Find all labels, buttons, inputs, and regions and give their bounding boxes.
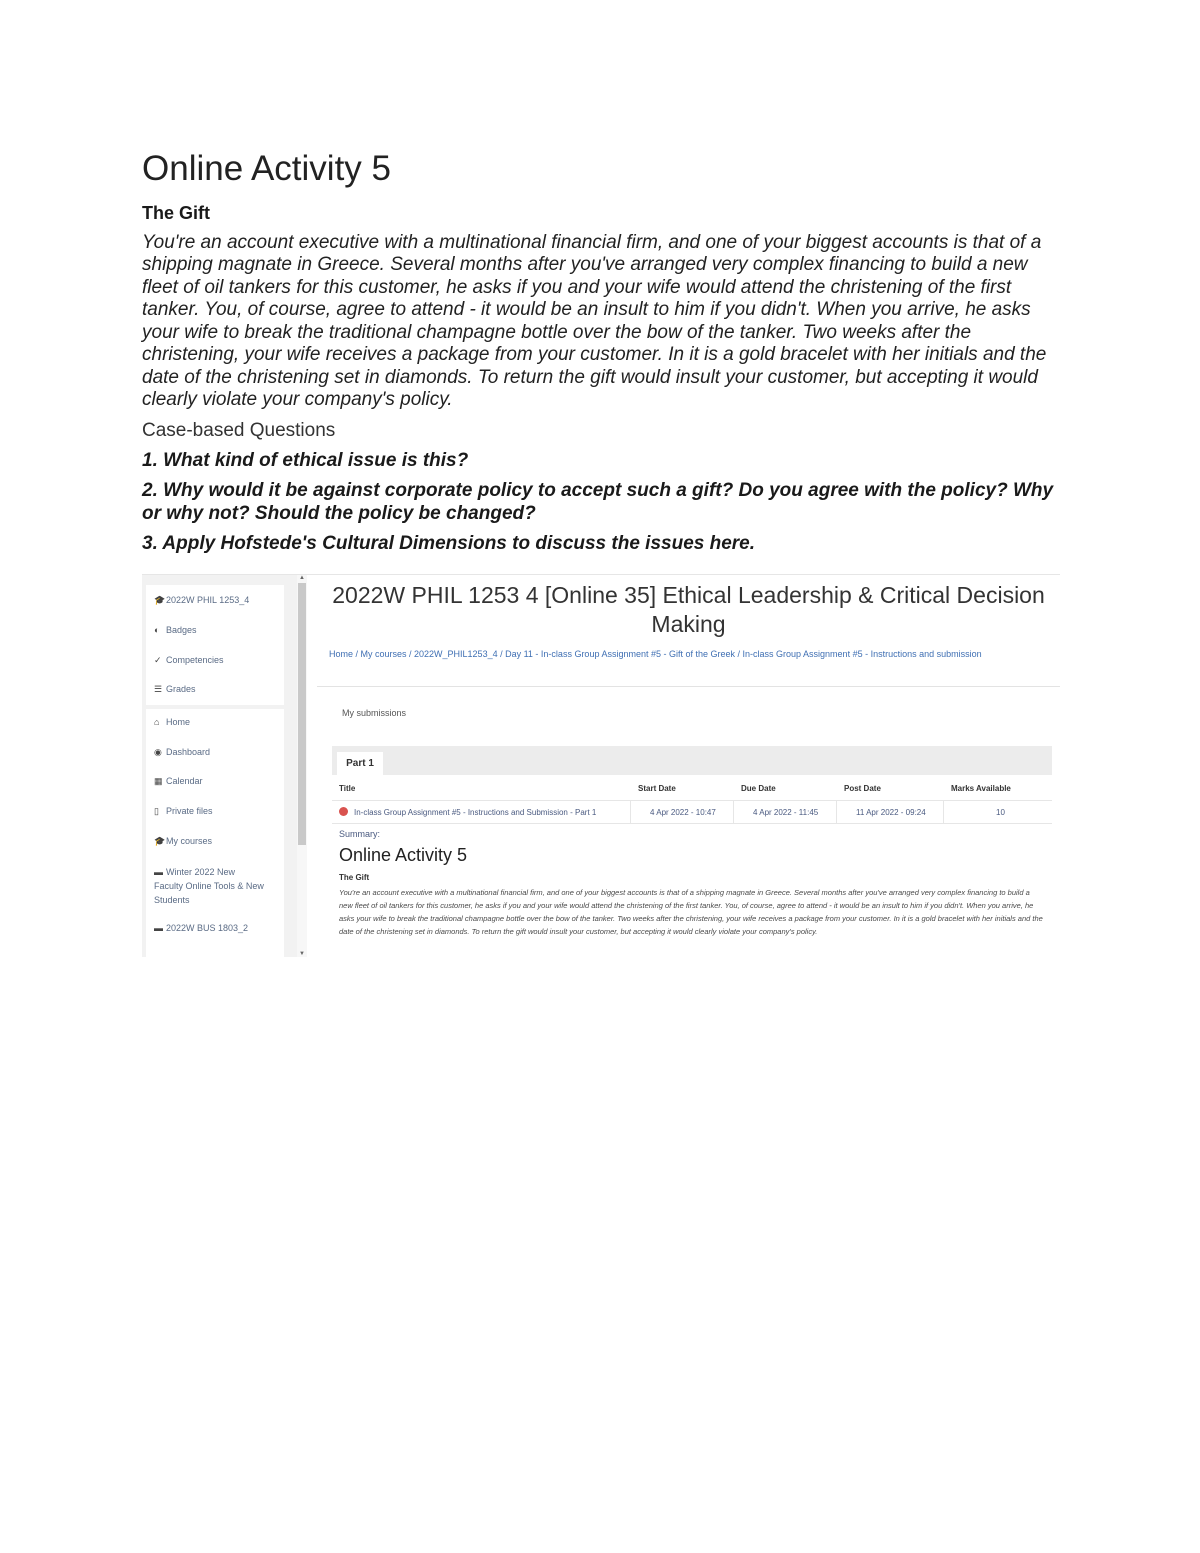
sidebar-item-bus-1803[interactable] xyxy=(154,923,248,933)
question-2: 2. Why would it be against corporate policy to accept such a gift? Do you agree with the policy? Why or why not? Should the policy be changed? xyxy=(142,480,1054,524)
calendar-icon: ▦ xyxy=(154,776,163,786)
sidebar-item-dashboard[interactable] xyxy=(154,747,210,758)
sidebar-item-label: My courses xyxy=(166,836,213,846)
competencies-icon: ✓ xyxy=(154,655,162,665)
section-heading: Case-based Questions xyxy=(142,419,336,441)
cell-divider xyxy=(836,801,837,823)
summary-label: Summary: xyxy=(339,829,381,839)
cell-start-date: 4 Apr 2022 - 10:47 xyxy=(650,808,716,817)
column-header-due-date: Due Date xyxy=(741,784,776,793)
sidebar-item-competencies[interactable] xyxy=(154,655,224,666)
sidebar-item-label: Private files xyxy=(166,806,213,816)
cell-due-date: 4 Apr 2022 - 11:45 xyxy=(753,808,819,817)
sidebar-item-label: Winter 2022 New Faculty Online Tools & New Students xyxy=(154,867,264,905)
course-icon: ▬ xyxy=(154,923,163,933)
my-submissions-link[interactable]: My submissions xyxy=(342,708,407,718)
sidebar-item-private-files[interactable] xyxy=(154,806,213,817)
inner-subtitle: The Gift xyxy=(339,873,370,882)
sidebar-item-label: 2022W BUS 1803_2 xyxy=(166,923,249,933)
question-1: 1. What kind of ethical issue is this? xyxy=(142,449,469,471)
tab-part-1[interactable]: Part 1 xyxy=(337,752,383,775)
sidebar-item-label: 2022W PHIL 1253_4 xyxy=(166,595,250,605)
stop-icon xyxy=(339,807,348,816)
question-3: 3. Apply Hofstede's Cultural Dimensions to discuss the issues here. xyxy=(142,533,756,554)
embedded-screenshot xyxy=(142,574,1060,957)
column-header-marks-available: Marks Available xyxy=(951,784,1011,793)
dashboard-icon: ◉ xyxy=(154,747,162,757)
cell-divider xyxy=(630,801,631,823)
cell-post-date: 11 Apr 2022 - 09:24 xyxy=(856,808,926,817)
tab-bar xyxy=(332,746,1052,775)
course-title: 2022W PHIL 1253 4 [Online 35] Ethical Leadership & Critical Decision Making xyxy=(332,582,1045,637)
sidebar-item-badges[interactable] xyxy=(154,625,197,635)
sidebar xyxy=(142,575,307,957)
cell-title[interactable]: In-class Group Assignment #5 - Instructions and Submission - Part 1 xyxy=(354,808,597,817)
column-header-title: Title xyxy=(339,784,356,793)
scroll-thumb[interactable] xyxy=(298,583,306,845)
breadcrumb[interactable]: Home / My courses / 2022W_PHIL1253_4 / Day 11 - In-class Group Assignment #5 - Gift of the Greek / In-class Group Assignment #5 - Instructions and submission xyxy=(329,649,982,659)
column-header-start-date: Start Date xyxy=(638,784,676,793)
scroll-down-icon[interactable]: ▼ xyxy=(299,951,305,957)
badge-icon: ◐ xyxy=(154,625,160,635)
sidebar-item-calendar[interactable] xyxy=(154,776,203,787)
sidebar-item-label: Grades xyxy=(166,684,196,694)
sidebar-item-my-courses[interactable] xyxy=(154,836,212,847)
sidebar-item-home[interactable] xyxy=(154,717,190,727)
document-title: Online Activity 5 xyxy=(142,149,391,188)
table-row[interactable] xyxy=(332,800,1052,824)
sidebar-item-winter-2022[interactable] xyxy=(154,865,264,907)
divider xyxy=(317,686,1060,687)
main-content xyxy=(317,575,1060,957)
sidebar-item-course[interactable] xyxy=(154,595,249,606)
sidebar-item-label: Badges xyxy=(166,625,197,635)
sidebar-item-label: Competencies xyxy=(166,655,224,665)
my-courses-icon: 🎓 xyxy=(154,836,166,846)
inner-title: Online Activity 5 xyxy=(339,845,468,865)
scroll-up-icon[interactable]: ▲ xyxy=(299,575,305,581)
sidebar-item-label: Home xyxy=(166,717,191,727)
sidebar-scrollbar[interactable] xyxy=(297,575,307,957)
case-text: You're an account executive with a multinational financial firm, and one of your biggest accounts is that of a shipping magnate in Greece. Several months after you've arranged very complex financing to build a new fleet of oil tankers for this customer, he asks if you and your wife would attend the christening of the first tanker. You, of course, agree to attend - it would be an insult to him if you didn't. When you arrive, he asks your wife to break the traditional champagne bottle over the bow of the tanker. Two weeks after the christening, your wife receives a package from your customer. In it is a gold bracelet with her initials and the date of the christening set in diamonds. To return the gift would insult your customer, but accepting it would clearly violate your company's policy. xyxy=(142,231,1047,410)
document xyxy=(142,150,1060,564)
cell-marks-available: 10 xyxy=(996,808,1005,817)
private-files-icon: ▯ xyxy=(154,806,159,816)
course-icon: ▬ xyxy=(154,867,163,877)
graduation-cap-icon: 🎓 xyxy=(154,595,166,605)
column-header-post-date: Post Date xyxy=(844,784,881,793)
sidebar-item-label: Calendar xyxy=(166,776,203,786)
document-subtitle: The Gift xyxy=(142,202,210,223)
grades-icon: ☰ xyxy=(154,684,163,694)
home-icon: ⌂ xyxy=(154,717,160,727)
sidebar-item-grades[interactable] xyxy=(154,684,196,695)
cell-divider xyxy=(733,801,734,823)
cell-divider xyxy=(943,801,944,823)
inner-case-text: You're an account executive with a multinational financial firm, and one of your biggest accounts is that of a shipping magnate in Greece. Several months after you've arranged very complex financing to build a new fleet of oil tankers for this customer, he asks if you and your wife would attend the christening of the first tanker. You, of course, agree to attend - it would be an insult to him if you didn't. When you arrive, he asks your wife to break the traditional champagne bottle over the bow of the tanker. Two weeks after the christening, your wife receives a package from your customer. In it is a gold bracelet with her initials and the date of the christening set in diamonds. To return the gift would insult your customer, but accepting it would clearly violate your company's policy. xyxy=(339,888,1043,936)
sidebar-item-label: Dashboard xyxy=(166,747,211,757)
